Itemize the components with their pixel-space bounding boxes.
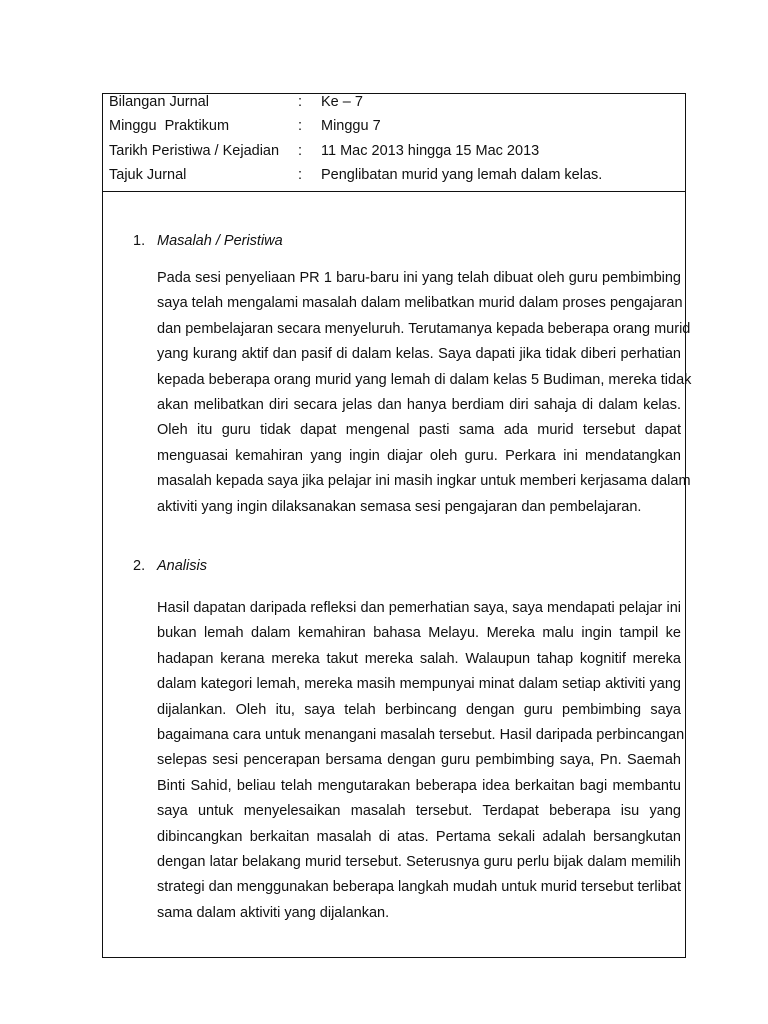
- paragraph-line: dibincangkan berkaitan masalah di atas. Pertama sekali adalah bersangkutan: [157, 828, 681, 845]
- journal-page-frame: [102, 93, 692, 958]
- paragraph-line: dalam kategori lemah, mereka masih mempunyai minat dalam setiap aktiviti yang: [157, 676, 681, 693]
- header-colon: :: [298, 143, 303, 159]
- section-heading-problem: [133, 230, 283, 252]
- paragraph-line: yang kurang aktif dan pasif di dalam kelas. Saya dapati jika tidak diberi perhatian: [157, 346, 681, 363]
- paragraph-line: akan melibatkan diri secara jelas dan hanya berdiam diri sahaja di dalam kelas.: [157, 396, 681, 413]
- paragraph-line: sama dalam aktiviti yang dijalankan.: [157, 904, 390, 921]
- header-value: Ke – 7: [321, 94, 363, 110]
- paragraph-line: Oleh itu guru tidak dapat mengenal pasti sama ada murid tersebut dapat: [157, 422, 681, 439]
- section-number: 2.: [133, 558, 146, 574]
- paragraph-line: bagaimana cara untuk menangani masalah tersebut. Hasil daripada perbincangan: [157, 726, 685, 743]
- header-value: Minggu 7: [321, 118, 381, 134]
- header-colon: :: [298, 167, 303, 183]
- paragraph-line: dijalankan. Oleh itu, saya telah berbincang dengan guru pembimbing saya: [157, 701, 681, 718]
- section-paragraph-problem: [157, 266, 692, 520]
- paragraph-line: bukan lemah dalam kemahiran bahasa Melayu. Mereka malu ingin tampil ke: [157, 625, 681, 642]
- header-colon: :: [298, 94, 303, 110]
- paragraph-line: hadapan kerana mereka takut mereka salah. Walaupun tahap kognitif mereka: [157, 650, 681, 667]
- section-title: Analisis: [157, 558, 207, 574]
- header-row-journal-number: [103, 90, 685, 114]
- section-paragraph-analysis: [157, 596, 685, 926]
- header-value: 11 Mac 2013 hingga 15 Mac 2013: [321, 143, 540, 159]
- paragraph-line: dan pembelajaran secara menyeluruh. Terutamanya kepada beberapa orang murid: [157, 320, 691, 337]
- paragraph-line: Pada sesi penyeliaan PR 1 baru-baru ini yang telah dibuat oleh guru pembimbing: [157, 270, 681, 286]
- section-heading-analysis: [133, 555, 207, 577]
- section-number: 1.: [133, 233, 146, 249]
- header-row-practicum-week: [103, 114, 685, 138]
- paragraph-line: Hasil dapatan daripada refleksi dan pemerhatian saya, saya mendapati pelajar ini: [157, 600, 681, 616]
- paragraph-line: aktiviti yang ingin dilaksanakan semasa sesi pengajaran dan pembelajaran.: [157, 498, 642, 515]
- paragraph-line: masalah kepada saya jika pelajar ini masih ingkar untuk memberi kerjasama dalam: [157, 473, 691, 490]
- header-row-journal-title: [103, 163, 685, 187]
- header-label: Bilangan Jurnal: [109, 94, 209, 110]
- section-title: Masalah / Peristiwa: [157, 233, 283, 249]
- journal-header-table: [103, 94, 685, 192]
- header-label: Tajuk Jurnal: [109, 167, 187, 183]
- paragraph-line: dengan latar belakang murid tersebut. Seterusnya guru perlu bijak dalam memilih: [157, 853, 681, 870]
- header-value: Penglibatan murid yang lemah dalam kelas.: [321, 167, 603, 183]
- paragraph-line: strategi dan menggunakan beberapa langkah mudah untuk murid tersebut terlibat: [157, 879, 681, 896]
- paragraph-line: saya telah mengalami masalah dalam melibatkan murid dalam proses pengajaran: [157, 295, 683, 312]
- paragraph-line: menguasai kemahiran yang ingin diajar oleh guru. Perkara ini mendatangkan: [157, 447, 681, 464]
- header-row-event-date: [103, 139, 685, 163]
- paragraph-line: saya untuk menyelesaikan masalah tersebut. Terdapat beberapa isu yang: [157, 803, 681, 820]
- paragraph-line: Binti Sahid, beliau telah mengutarakan beberapa idea berkaitan bagi membantu: [157, 777, 681, 794]
- header-label: Tarikh Peristiwa / Kejadian: [109, 143, 280, 159]
- paragraph-line: selepas sesi pencerapan bersama dengan guru pembimbing saya, Pn. Saemah: [157, 752, 681, 769]
- paragraph-line: kepada beberapa orang murid yang lemah di dalam kelas 5 Budiman, mereka tidak: [157, 371, 692, 388]
- header-colon: :: [298, 118, 303, 134]
- header-label: Minggu Praktikum: [109, 118, 230, 134]
